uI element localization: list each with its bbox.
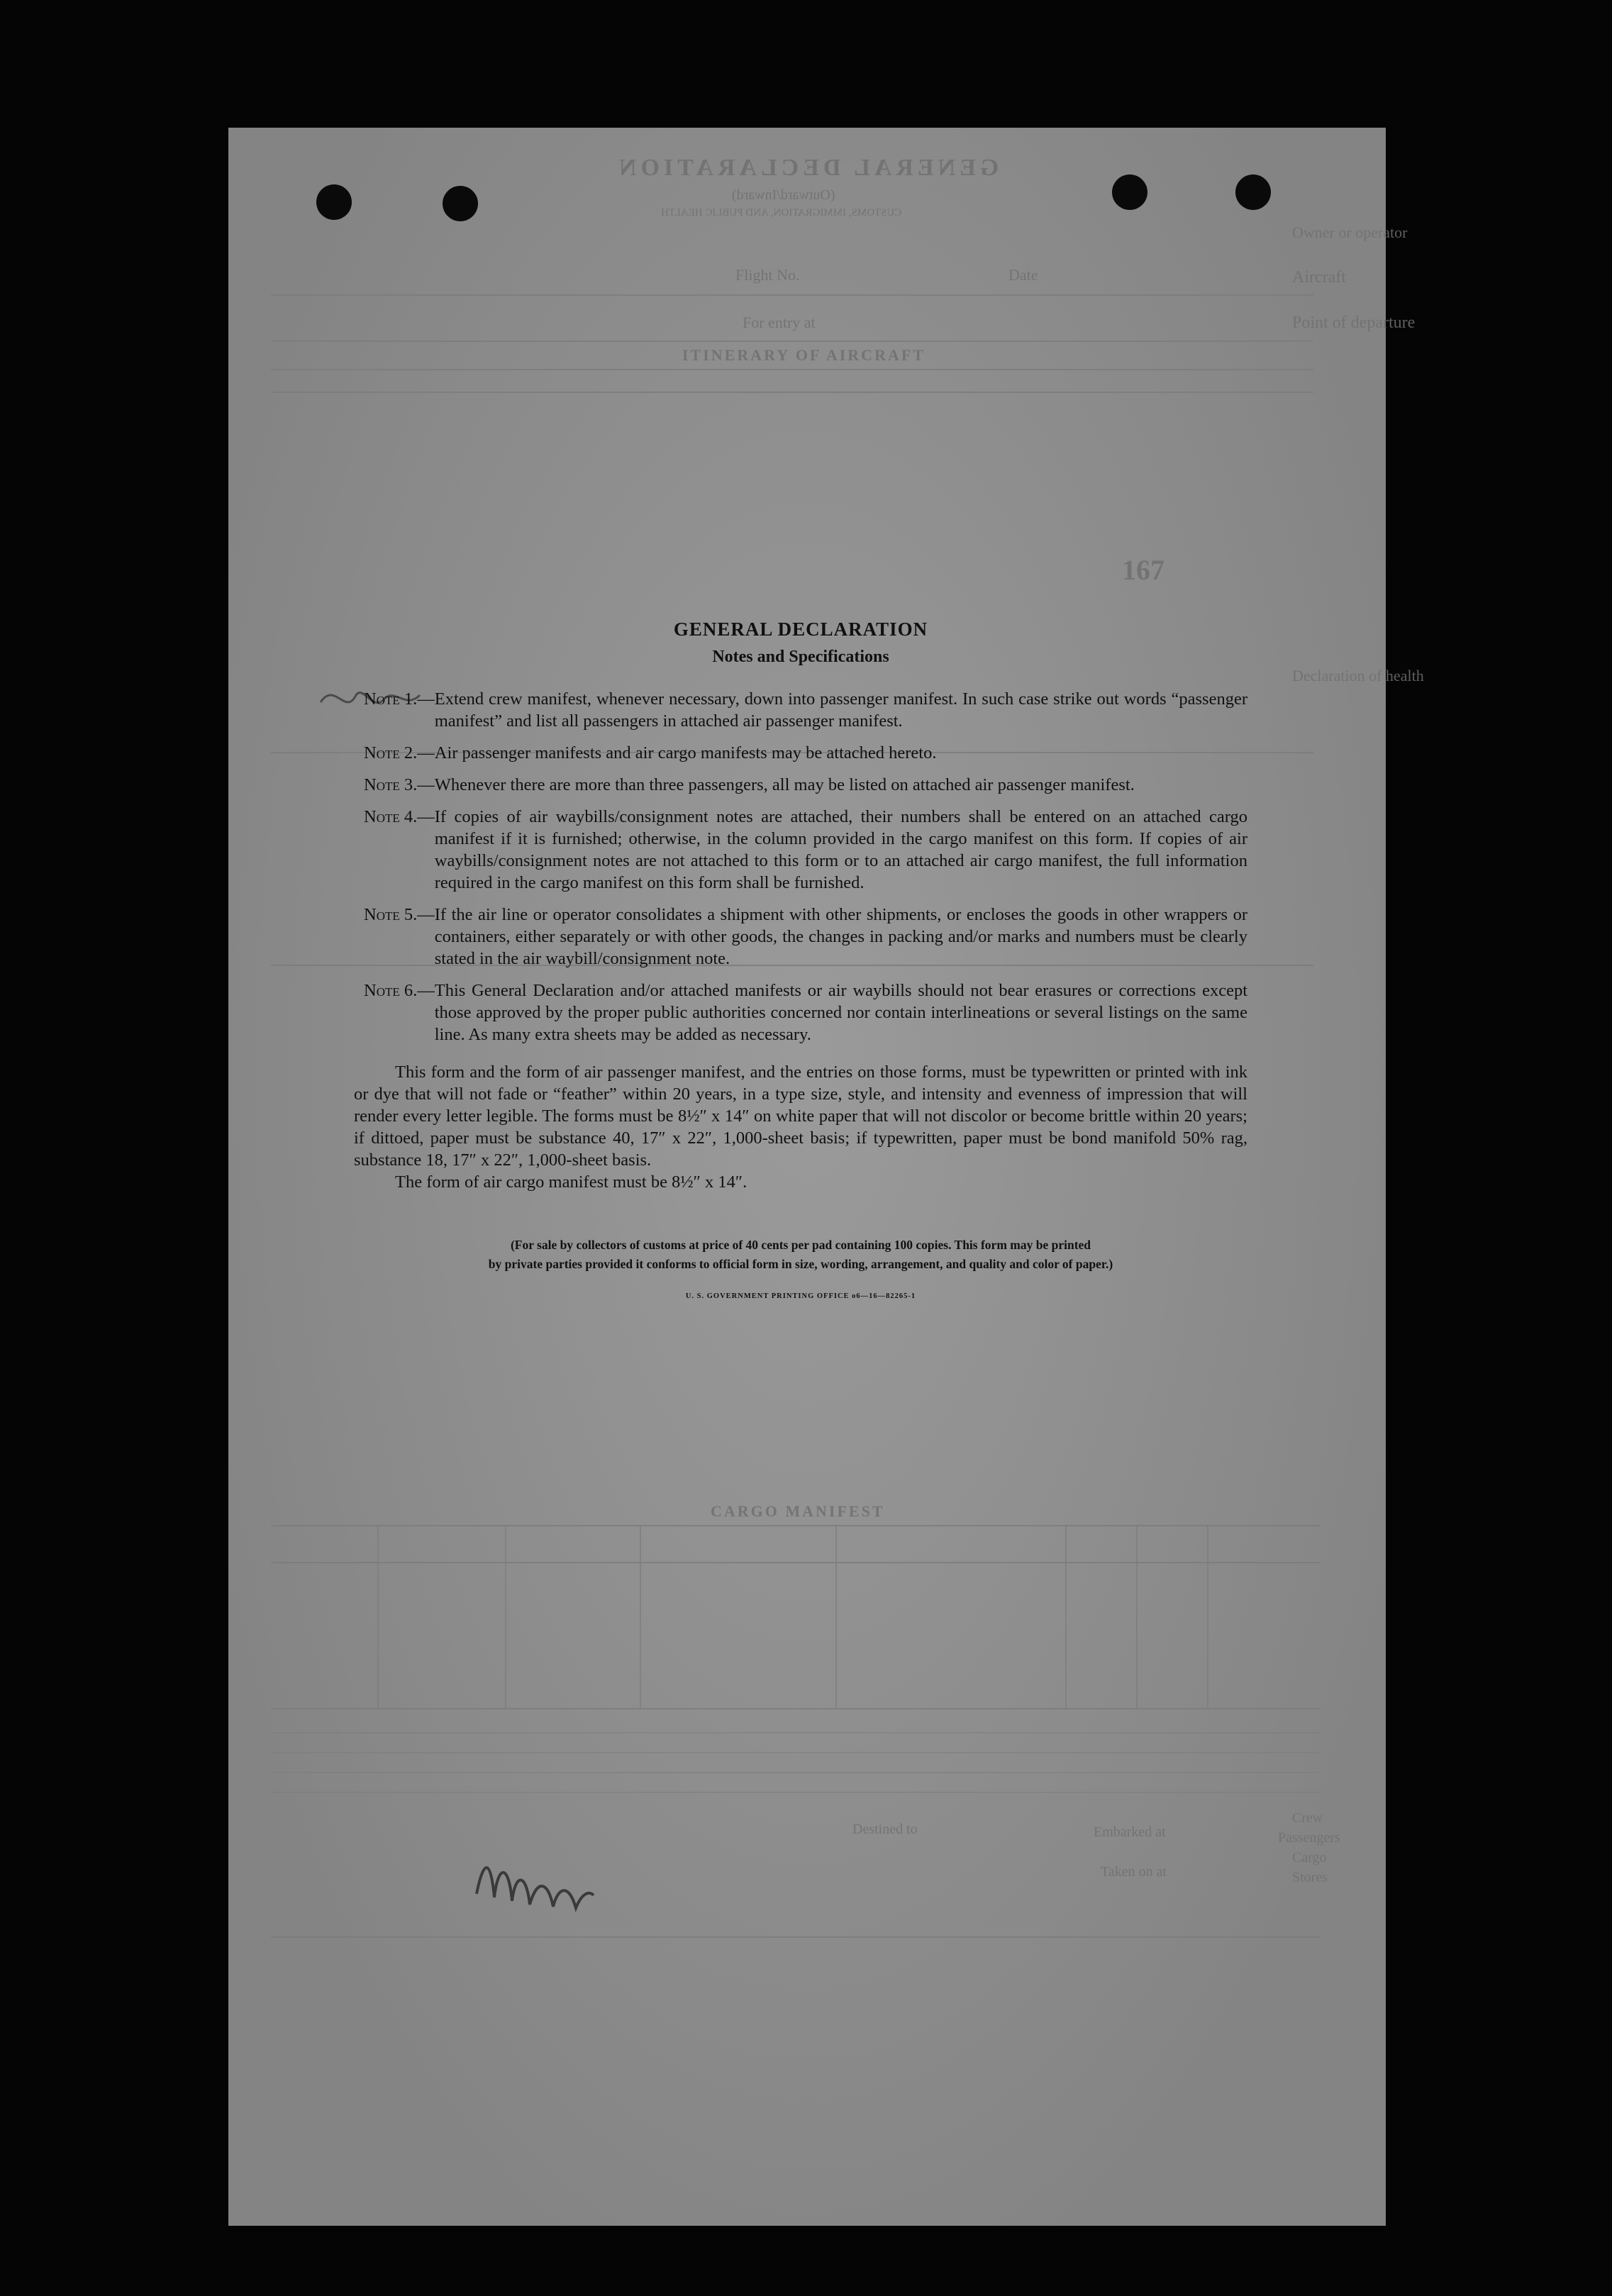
punch-hole: [443, 186, 478, 221]
ghost-itinerary-label: ITINERARY OF AIRCRAFT: [682, 346, 925, 364]
ghost-date-label: Date: [1008, 266, 1038, 284]
note-label: Note 3.—: [364, 775, 435, 794]
ghost-number: 167: [1122, 554, 1164, 586]
punch-hole: [1112, 174, 1147, 210]
ghost-declaration-label: Declaration of health: [1292, 667, 1424, 684]
ghost-crew-label: Crew: [1292, 1810, 1323, 1826]
ghost-embarked-label: Embarked at: [1094, 1824, 1166, 1840]
notes-and-specifications: [354, 619, 1247, 1300]
sale-notice: [354, 1236, 1247, 1274]
ghost-text-line: [271, 1732, 1321, 1734]
ghost-departure-label: Point of departure: [1292, 314, 1416, 332]
ghost-header-sub2: CUSTOMS, IMMIGRATION, AND PUBLIC HEALTH: [661, 207, 902, 218]
ghost-column-rule: [377, 1525, 379, 1708]
ghost-rule: [271, 1562, 1321, 1563]
ghost-owner-label: Owner or operator: [1292, 223, 1408, 241]
ghost-for-entry-label: For entry at: [743, 314, 816, 331]
ghost-passengers-label: Passengers: [1278, 1830, 1340, 1846]
note-item: [354, 806, 1247, 894]
ghost-column-rule: [835, 1525, 837, 1708]
ghost-aircraft-label: Aircraft: [1292, 268, 1346, 287]
document-page: [228, 128, 1424, 2226]
ghost-rule: [271, 340, 1313, 342]
note-text: If the air line or operator consolidates a shipment with other shipments, or encloses the goods in other wrappers or containers, either separately or with other goods, the changes in packing and/or marks and numbers must be clearly stated in the air waybill/consignment note.: [434, 905, 1247, 968]
punch-hole: [316, 184, 352, 220]
ghost-text-line: [271, 1752, 1321, 1753]
sale-notice-line: (For sale by collectors of customs at price of 40 cents per pad containing 100 copies. This form may be printed: [510, 1238, 1091, 1252]
ghost-taken-label: Taken on at: [1101, 1864, 1167, 1880]
ghost-rule: [271, 1525, 1321, 1526]
note-text: This General Declaration and/or attached manifests or air waybills should not bear erasures or corrections except those approved by the proper public authorities concerned nor contain interlineations or several listings on the same line. As many extra sheets may be added as necessary.: [434, 981, 1247, 1044]
ghost-rule: [271, 1936, 1321, 1938]
note-item: [354, 904, 1247, 970]
ghost-rule: [271, 369, 1313, 370]
ghost-column-rule: [1065, 1525, 1067, 1708]
ghost-column-rule: [1207, 1525, 1208, 1708]
ghost-column-rule: [1136, 1525, 1138, 1708]
note-label: Note 1.—: [364, 689, 435, 709]
ghost-cargo-manifest-label: CARGO MANIFEST: [711, 1502, 885, 1520]
cargo-manifest-size-paragraph: The form of air cargo manifest must be 8½″ x 14″.: [395, 1172, 747, 1192]
punch-hole: [1235, 174, 1271, 210]
ghost-column-rule: [640, 1525, 641, 1708]
ghost-rule: [271, 392, 1313, 393]
note-item: [354, 980, 1247, 1046]
ghost-rule: [271, 1708, 1321, 1709]
ghost-header-sub1: (Outward/Inward): [732, 187, 835, 203]
note-item: [354, 742, 1247, 764]
note-text: Whenever there are more than three passengers, all may be listed on attached air passenger manifest.: [434, 775, 1135, 794]
ghost-header-title: GENERAL DECLARATION: [615, 155, 999, 181]
ghost-column-rule: [505, 1525, 506, 1708]
ghost-rule: [271, 294, 1313, 296]
sale-notice-line: by private parties provided it conforms to official form in size, wording, arrangement, and quality and color of paper.): [488, 1257, 1113, 1271]
ghost-cargo-label: Cargo: [1292, 1850, 1327, 1865]
signature-scribble: [469, 1844, 597, 1922]
ghost-flight-label: Flight No.: [735, 266, 800, 284]
note-item: [354, 774, 1247, 796]
note-label: Note 4.—: [364, 807, 435, 826]
page-subtitle: Notes and Specifications: [712, 648, 889, 666]
note-label: Note 6.—: [364, 981, 435, 1000]
ghost-destined-label: Destined to: [852, 1821, 918, 1837]
note-item: [354, 688, 1247, 732]
note-text: If copies of air waybills/consignment notes are attached, their numbers shall be entered on an attached cargo manifest if it is furnished; otherwise, in the column provided in the cargo manifest on this form. If copies of air waybills/consignment notes are not attached to this form or to an attached air cargo manifest, the full information required in the cargo manifest on this form shall be furnished.: [434, 807, 1247, 892]
note-label: Note 5.—: [364, 905, 435, 924]
form-requirements-paragraph: This form and the form of air passenger manifest, and the entries on those forms, must be typewritten or printed with ink or dye that will not fade or “feather” within 20 years, in a type size, style, and intensity and evenness of impression that will render every letter legible. The forms must be 8½″ x 14″ on white paper that will not discolor or become brittle within 20 years; if dittoed, paper must be substance 40, 17″ x 22″, 1,000-sheet basis; if typewritten, paper must be bond manifold 50% rag, substance 18, 17″ x 22″, 1,000-sheet basis.: [354, 1063, 1247, 1170]
note-label: Note 2.—: [364, 743, 435, 762]
page-title: GENERAL DECLARATION: [673, 619, 928, 640]
ghost-stores-label: Stores: [1292, 1870, 1328, 1885]
ghost-text-line: [271, 1792, 1321, 1793]
note-text: Extend crew manifest, whenever necessary, down into passenger manifest. In such case strike out words “passenger manifest” and list all passengers in attached air passenger manifest.: [434, 689, 1247, 731]
printer-imprint: U. S. GOVERNMENT PRINTING OFFICE o6—16—82265-1: [685, 1292, 916, 1300]
ghost-text-line: [271, 1772, 1321, 1773]
note-text: Air passenger manifests and air cargo manifests may be attached hereto.: [434, 743, 937, 762]
